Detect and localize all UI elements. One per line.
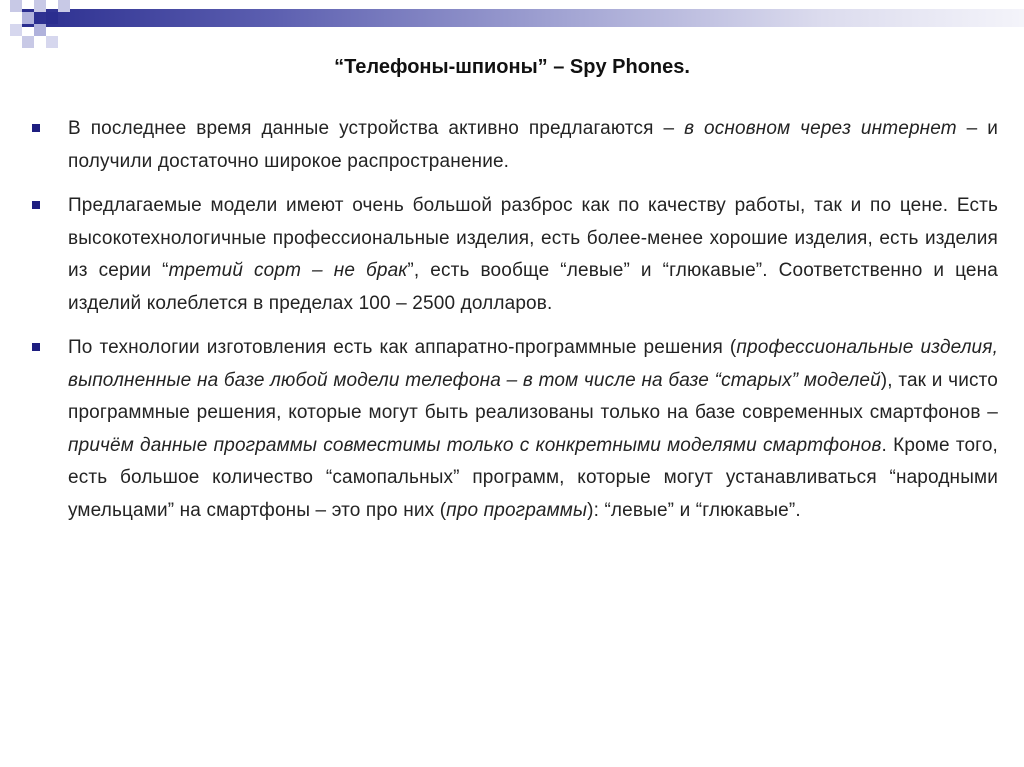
deco-square: [34, 0, 46, 12]
deco-square: [22, 12, 34, 24]
bullet-text: [68, 190, 998, 320]
slide-title: “Телефоны-шпионы” – Spy Phones.: [334, 56, 690, 78]
italic-text-segment: в основном через интернет: [684, 118, 957, 139]
bullet-item: [32, 113, 998, 178]
deco-square: [10, 0, 22, 12]
bullet-item: [32, 190, 998, 320]
text-segment: ), так и чисто программные решения, которые могут быть реализованы только на базе современных смартфонов –: [68, 369, 998, 423]
deco-square: [22, 36, 34, 48]
deco-square: [46, 36, 58, 48]
italic-text-segment: причём данные программы совместимы только с конкретными моделями смартфонов: [68, 434, 882, 456]
square-bullet-icon: [32, 201, 40, 209]
text-segment: По технологии изготовления есть как аппаратно-программные решения (: [68, 337, 737, 358]
text-segment: ): “левые” и “глюкавые”.: [587, 499, 801, 521]
italic-text-segment: про программы: [446, 499, 588, 521]
italic-text-segment: профессиональные изделия, выполненные на базе любой модели телефона – в том числе на базе “старых” моделей: [68, 337, 999, 391]
header-gradient-bar: [22, 9, 1024, 27]
text-segment: Предлагаемые модели имеют очень большой разброс как по качеству работы, так и по цене. Есть высокотехнологичные профессиональные изделия, есть более-менее хорошие изделия, есть изделия из серии “: [68, 195, 998, 281]
bullet-list: [32, 113, 998, 539]
text-segment: – и получили достаточно широкое распространение.: [68, 118, 998, 172]
text-segment: . Кроме того, есть большое количество “самопальных” программ, которые могут устанавливаться “народными умельцами” на смартфоны – это про них (: [68, 434, 998, 521]
bullet-text: [68, 113, 998, 178]
bullet-item: [32, 332, 998, 527]
square-bullet-icon: [32, 343, 40, 351]
deco-square: [34, 24, 46, 36]
deco-square: [46, 12, 58, 24]
deco-square: [58, 0, 70, 12]
text-segment: ”, есть вообще “левые” и “глюкавые”. Соответственно и цена изделий колеблется в пределах 100 – 2500 долларов.: [68, 260, 999, 314]
deco-square: [10, 24, 22, 36]
italic-text-segment: третий сорт – не брак: [168, 260, 408, 281]
header-decoration: [0, 0, 1024, 60]
square-bullet-icon: [32, 124, 40, 132]
text-segment: В последнее время данные устройства активно предлагаются –: [68, 118, 685, 139]
bullet-text: [68, 332, 998, 527]
